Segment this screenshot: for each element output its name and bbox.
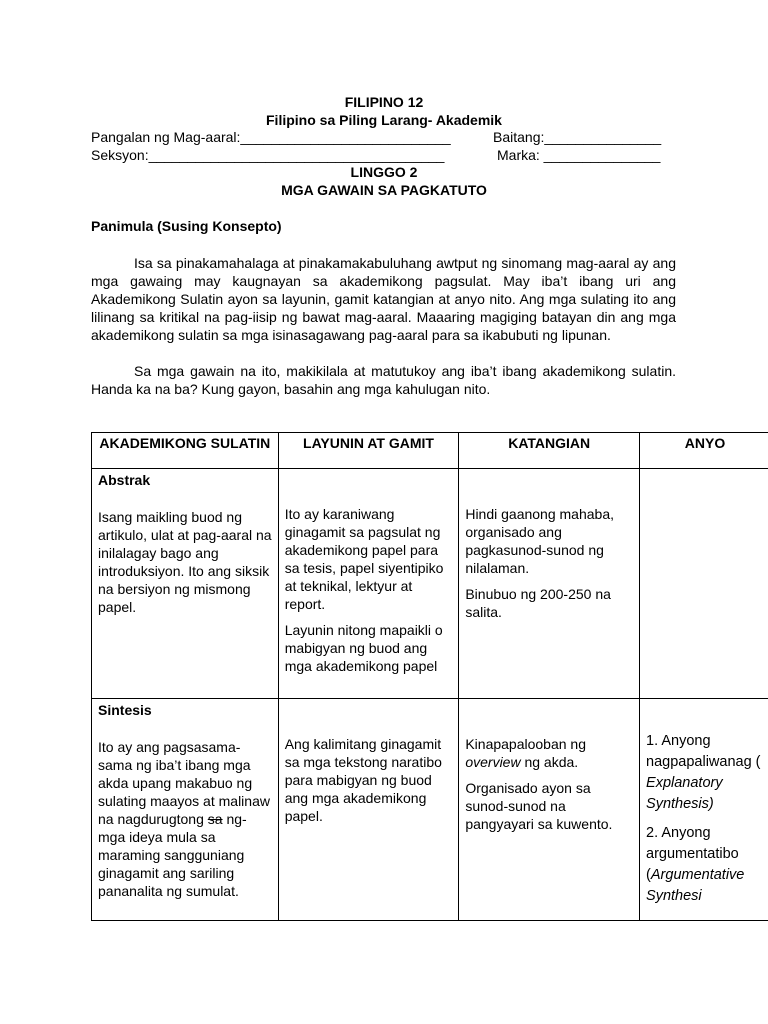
course-title: Filipino sa Piling Larang- Akademik [266, 112, 502, 128]
cell-sintesis-katangian [459, 699, 640, 921]
intro-paragraph-1 [91, 254, 676, 344]
sintesis-anyo-2-italic: Argumentative Synthesi [646, 867, 745, 904]
header-anyo: ANYO [640, 433, 768, 469]
row-label-sintesis: Sintesis [92, 699, 279, 722]
week-title: LINGGO 2 [350, 164, 418, 180]
intro-text-2: Sa mga gawain na ito, makikilala at matutukoy ang iba’t ibang akademikong sulatin. Handa ka na ba? Kung gayon, basahin ang mga kahulugan nito. [91, 363, 676, 397]
sintesis-anyo-2 [646, 823, 764, 907]
header-katangian: KATANGIAN [459, 433, 640, 469]
activity-title: MGA GAWAIN SA PAGKATUTO [281, 182, 487, 198]
cell-abstrak-katangian [459, 469, 640, 699]
cell-abstrak-anyo [640, 469, 768, 699]
sintesis-anyo-1 [646, 731, 764, 815]
header-akademikong-sulatin: AKADEMIKONG SULATIN [92, 433, 279, 469]
grade-field: Baitang:_______________ [493, 129, 662, 145]
cell-sintesis-layunin [278, 699, 459, 921]
sintesis-layunin-1: Ang kalimitang ginagamit sa mga tekstong naratibo para mabigyan ng buod ang mga akademikong papel. [284, 736, 442, 824]
intro-paragraph-2 [91, 362, 676, 398]
sintesis-katangian-1a: Kinapapalooban ng [465, 736, 586, 752]
sintesis-anyo-2a: 2. Anyong argumentatibo ( [646, 825, 739, 883]
sintesis-anyo-1a: 1. Anyong nagpapaliwanag ( [646, 733, 761, 770]
intro-text-1: Isa sa pinakamahalaga at pinakamakabuluhang awtput ng sinomang mag-aaral ay ang mga gawaing may kaugnayan sa akademikong pagsulat. May iba’t ibang uri ang Akademikong Sulatin ayon sa layunin, gamit katangian at anyo nito. Ang mga sulating ito ang lilinang sa kritikal na pag-iisip ng bawat mag-aaral. Maaaring magiging batayan din ang mga akademikong sulatin sa mga isinasagawang pag-aaral para sa ikabubuti ng lipunan. [91, 255, 676, 343]
abstrak-katangian-2: Binubuo ng 200-250 na salita. [465, 586, 611, 620]
section-field: Seksyon:______________________________________ [91, 147, 445, 163]
sintesis-definition [98, 738, 272, 900]
sintesis-katangian-2: Organisado ayon sa sunod-sunod na pangyayari sa kuwento. [465, 780, 613, 832]
sintesis-katangian-1-italic: overview [465, 754, 521, 770]
abstrak-layunin-2: Layunin nitong mapaikli o mabigyan ng buod ang mga akademikong papel [284, 622, 443, 674]
name-field: Pangalan ng Mag-aaral:___________________________ [91, 129, 451, 145]
intro-heading: Panimula (Susing Konsepto) [91, 218, 282, 234]
sintesis-definition-b: ng-mga ideya mula sa maraming sangguniang ginagamit ang sariling pananalita ng sumulat. [98, 811, 247, 899]
row-label-abstrak: Abstrak [92, 469, 279, 492]
header-layunin-at-gamit: LAYUNIN AT GAMIT [278, 433, 459, 469]
cell-abstrak-akademiko [92, 491, 279, 699]
score-field: Marka: _______________ [497, 147, 661, 163]
table-row-abstrak-label [92, 469, 768, 492]
sintesis-katangian-1b: ng akda. [524, 754, 579, 770]
academic-writing-table [91, 432, 768, 921]
cell-sintesis-anyo [640, 699, 768, 921]
table-row-sintesis-label [92, 699, 768, 722]
sintesis-definition-a: Ito ay ang pagsasama-sama ng iba’t ibang mga akda upang makabuo ng sulating maayos at malinaw na nagdurugtong [98, 739, 270, 827]
sintesis-definition-strike: sa [207, 811, 223, 827]
sintesis-katangian-1 [465, 735, 633, 771]
abstrak-layunin-1: Ito ay karaniwang ginagamit sa pagsulat ng akademikong papel para sa tesis, papel siyentipiko at teknikal, lektyur at report. [284, 506, 444, 612]
abstrak-katangian-1: Hindi gaanong mahaba, organisado ang pagkasunod-sunod ng nilalaman. [465, 506, 614, 576]
abstrak-definition: Isang maikling buod ng artikulo, ulat at pag-aaral na inilalagay bago ang introduksiyon. Ito ang siksik na bersiyon ng mismong papel. [98, 509, 272, 615]
cell-abstrak-layunin [278, 469, 459, 699]
table-header-row [92, 433, 768, 469]
cell-sintesis-akademiko [92, 721, 279, 921]
sintesis-anyo-1-italic: Explanatory Synthesis) [646, 775, 723, 812]
subject-title: FILIPINO 12 [344, 94, 424, 110]
